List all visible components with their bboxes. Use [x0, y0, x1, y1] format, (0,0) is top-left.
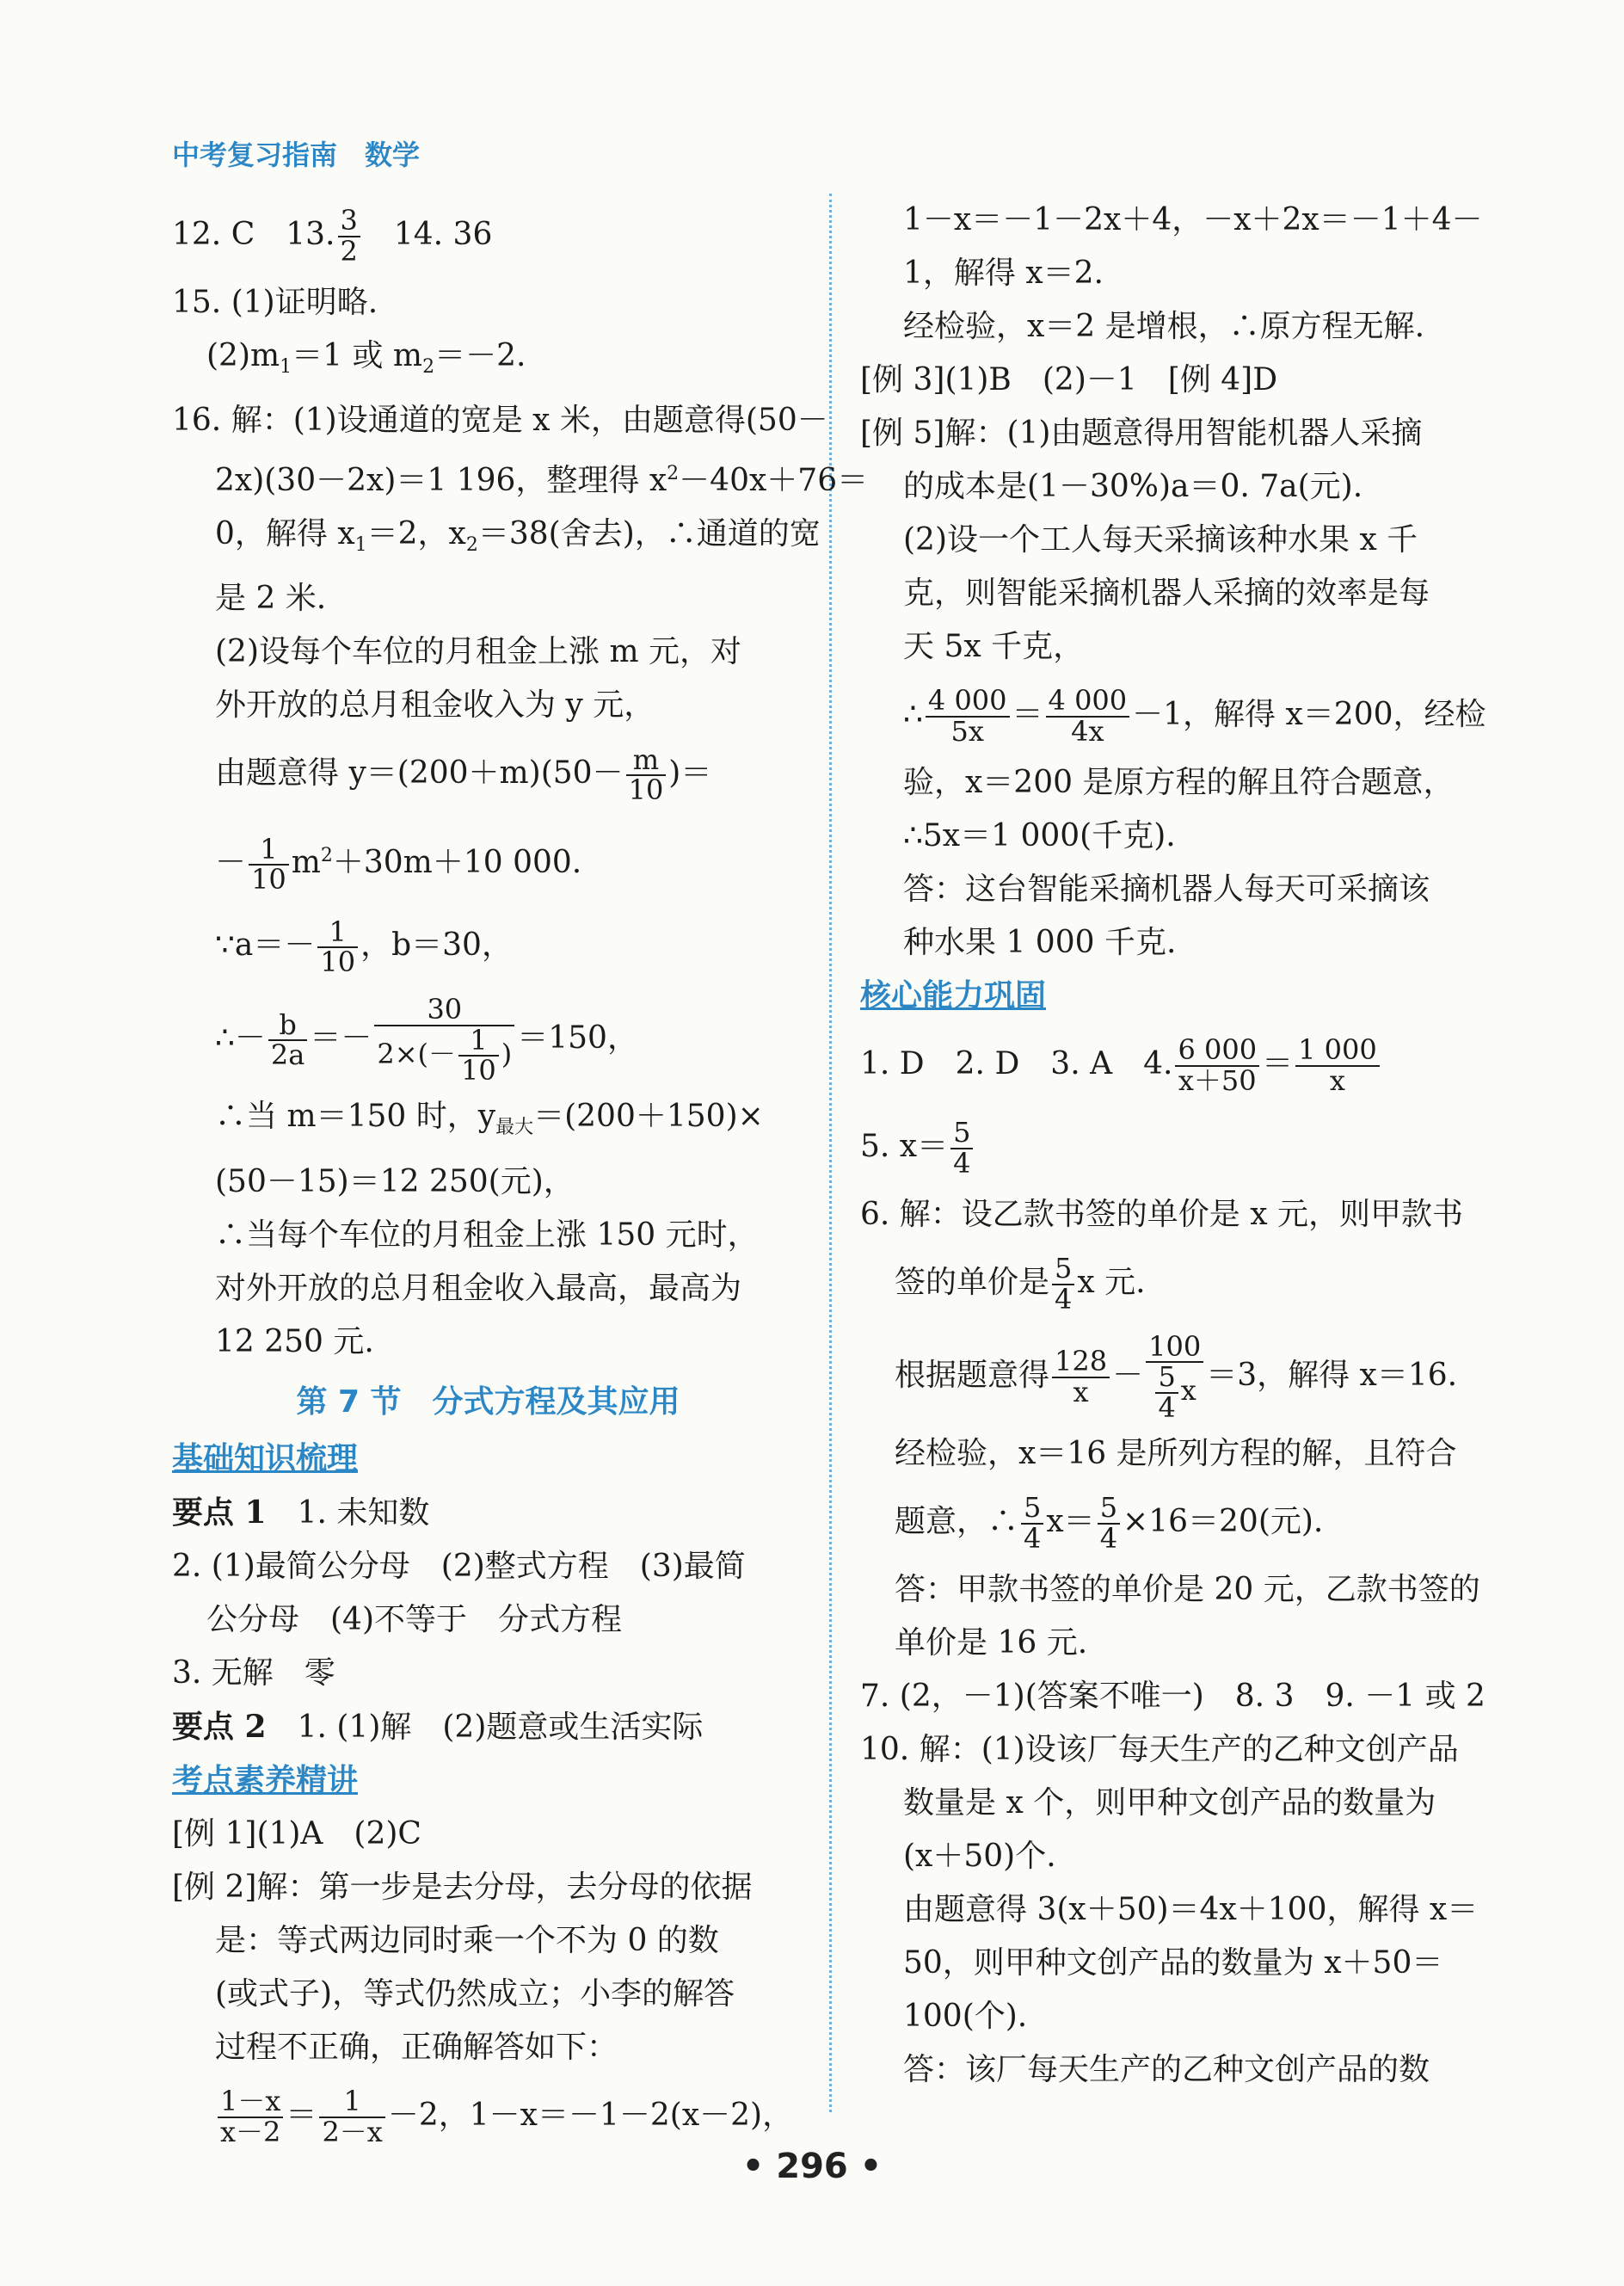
- example-2-line: (或式子)，等式仍然成立；小李的解答: [215, 1975, 735, 2012]
- answer-10-line: 10. 解：(1)设该厂每天生产的乙种文创产品: [860, 1732, 1459, 1767]
- fraction: $\frac{3}{2}$: [338, 206, 360, 266]
- example-5-line: 种水果 1 000 千克.: [903, 925, 1177, 960]
- example-5-line: [例 5]解：(1)由题意得用智能机器人采摘: [860, 416, 1423, 451]
- answer-6-line: 6. 解：设乙款书签的单价是 x 元，则甲款书: [860, 1197, 1463, 1232]
- answer-16-line: 16. 解：(1)设通道的宽是 x 米，由题意得(50－: [172, 403, 828, 439]
- page-header: 中考复习指南 数学: [172, 139, 421, 171]
- fraction: $\frac{1}{10}$: [458, 1026, 499, 1086]
- answer-16-line: ∴当 m＝150 时，$y_{最大}=(200+150)\times$: [215, 1099, 764, 1139]
- answer-6-line: 单价是 16 元.: [895, 1625, 1088, 1661]
- key-point-1: 要点 1 1. 未知数: [172, 1494, 430, 1531]
- example-1: [例 1](1)A (2)C: [172, 1815, 421, 1852]
- fraction: $\frac{b}{2a}$: [268, 1011, 307, 1070]
- example-5-line: (2)设一个工人每天采摘该种水果 x 千: [903, 522, 1418, 558]
- example-2-line: 过程不正确，正确解答如下：: [215, 2029, 618, 2065]
- answer-16-line: (50－15)＝12 250(元)，: [215, 1163, 575, 1199]
- section-title: 第 7 节 分式方程及其应用: [296, 1383, 680, 1420]
- answer-16-line: 是 2 米.: [215, 581, 327, 617]
- answer-10-line: 答：该厂每天生产的乙种文创产品的数: [903, 2052, 1430, 2087]
- answer-6-line: 经检验，x＝16 是所列方程的解，且符合: [895, 1436, 1457, 1471]
- fraction: $\frac{4 000}{5x}$: [926, 687, 1010, 746]
- answer-12-14: 12. C 13. $\frac{3}{2}$ 14. 36: [172, 204, 493, 268]
- subsection-row: [860, 970, 1492, 1023]
- right-column: [860, 194, 1492, 2097]
- fraction: $\frac{5}{4}$: [1052, 1254, 1074, 1314]
- key-point-line: 2. (1)最简公分母 (2)整式方程 (3)最简: [172, 1548, 746, 1584]
- example-2-equation: $\frac{1-x}{x-2}$ ＝ $\frac{1}{2-x}$ －2，1－x＝－1－2(x－2)，: [172, 2074, 804, 2157]
- answer-6-line: 题意，∴ $\frac{5}{4}$ x＝ $\frac{5}{4}$ ×16＝20(元).: [895, 1491, 1324, 1555]
- fraction: 30 2×(－ $\frac{1}{10}$ ): [374, 995, 514, 1086]
- subsection-row: [172, 1433, 804, 1486]
- subsection-row: [172, 1754, 804, 1808]
- page-number: • 296 •: [741, 2147, 883, 2186]
- answer-15: 15. (1)证明略.: [172, 285, 378, 320]
- fraction: $\frac{5}{4}$: [1021, 1494, 1043, 1553]
- answer-16-equation: ∵a＝－ $\frac{1}{10}$ ，b＝30，: [215, 915, 513, 979]
- fraction: $\frac{128}{x}$: [1052, 1347, 1110, 1407]
- fraction: $\frac{1-x}{x-2}$: [218, 2087, 283, 2147]
- answers-7-9: 7. (2，－1)(答案不唯一) 8. 3 9. －1 或 2: [860, 1679, 1486, 1714]
- key-point-line: 3. 无解 零: [172, 1654, 335, 1691]
- answer-16-line: ∴当每个车位的月租金上涨 150 元时，: [215, 1217, 759, 1253]
- example-5-line: 验，x＝200 是原方程的解且符合题意，: [903, 765, 1455, 800]
- fraction: $\frac{1}{10}$: [317, 918, 358, 977]
- answer-6-equation: 根据题意得 $\frac{128}{x}$ － 100 $\frac{5}{4}$ x ＝3，解得 x＝16.: [895, 1329, 1458, 1424]
- example-3-4: [例 3](1)B (2)－1 [例 4]D: [860, 362, 1278, 397]
- fraction: $\frac{5}{4}$: [950, 1118, 973, 1178]
- example-2-continued: 1－x＝－1－2x＋4，－x＋2x＝－1＋4－: [903, 202, 1483, 237]
- left-column: [172, 194, 869, 2157]
- answer-6-line: 答：甲款书签的单价是 20 元，乙款书签的: [895, 1572, 1480, 1607]
- example-5-line: 克，则智能采摘机器人采摘的效率是每: [903, 576, 1430, 611]
- key-point-line: 公分母 (4)不等于 分式方程: [206, 1601, 622, 1637]
- example-2-line: 是：等式两边同时乘一个不为 0 的数: [215, 1922, 719, 1958]
- example-5-line: 的成本是(1－30%)a＝0. 7a(元).: [903, 469, 1363, 504]
- example-5-line: 天 5x 千克，: [903, 629, 1085, 664]
- answer-16-line: 外开放的总月租金收入为 y 元，: [215, 687, 655, 724]
- subsection-title: 核心能力巩固: [860, 978, 1047, 1014]
- answer-10-line: (x＋50)个.: [903, 1839, 1056, 1874]
- answer-16-line: (2)设每个车位的月租金上涨 m 元，对: [215, 634, 742, 670]
- answer-10-line: 100(个).: [903, 1999, 1028, 2034]
- example-5-line: ∴5x＝1 000(千克).: [903, 818, 1176, 853]
- answer-5: 5. x＝ $\frac{5}{4}$: [860, 1106, 1492, 1188]
- example-5-line: 答：这台智能采摘机器人每天可采摘该: [903, 872, 1430, 907]
- example-2-continued: 1，解得 x＝2.: [903, 256, 1104, 291]
- example-2-line: [例 2]解：第一步是去分母，去分母的依据: [172, 1869, 753, 1905]
- answer-16-line: 对外开放的总月租金收入最高，最高为: [215, 1270, 742, 1306]
- answer-10-line: 50，则甲种文创产品的数量为 x＋50＝: [903, 1945, 1443, 1981]
- fraction: $\frac{6 000}{x+50}$: [1175, 1036, 1259, 1095]
- answers-1-4: 1. D 2. D 3. A 4. $\frac{6 000}{x+50}$ ＝ $\frac{1 000}{x}$: [860, 1023, 1492, 1106]
- answer-10-line: 数量是 x 个，则甲种文创产品的数量为: [903, 1785, 1436, 1821]
- fraction: $\frac{4 000}{4x}$: [1046, 687, 1130, 746]
- answer-6-line: 签的单价是 $\frac{5}{4}$ x 元.: [895, 1252, 1146, 1316]
- subsection-title: 基础知识梳理: [172, 1440, 359, 1476]
- key-point-2: 要点 2 1. (1)解 (2)题意或生活实际: [172, 1708, 704, 1745]
- fraction: 100 $\frac{5}{4}$ x: [1146, 1333, 1203, 1423]
- fraction: $\frac{5}{4}$: [1098, 1494, 1120, 1553]
- answer-10-line: 由题意得 3(x＋50)＝4x＋100，解得 x＝: [903, 1892, 1479, 1927]
- subsection-title: 考点素养精讲: [172, 1762, 359, 1798]
- fraction: $\frac{m}{10}$: [626, 746, 667, 805]
- fraction: $\frac{1}{10}$: [249, 835, 289, 895]
- answer-16-equation: － $\frac{1}{10}$ $m^2+30m+10$ 000.: [215, 832, 582, 897]
- fraction: $\frac{1 000}{x}$: [1295, 1036, 1380, 1095]
- answer-16-equation: ∴－ $\frac{b}{2a}$ ＝－ 30 2×(－ $\frac{1}{10}$ ) ＝150，: [215, 992, 638, 1088]
- example-2-continued: 经检验，x＝2 是增根，∴原方程无解.: [903, 309, 1425, 344]
- answer-16-equation: 由题意得 y＝(200＋m)(50－ $\frac{m}{10}$ )＝: [215, 742, 712, 807]
- fraction: $\frac{1}{2-x}$: [319, 2087, 384, 2147]
- answer-16-line: 0，解得 $x_1=2$，$x_2=38$(舍去)，∴通道的宽: [215, 516, 821, 557]
- answer-15-part2: $(2)m_1=1$ 或 $m_2=-2$.: [206, 338, 526, 379]
- answer-16-line: 2x)(30－2x)＝1 196，整理得 $x^2-40x+76=$: [215, 463, 869, 499]
- example-5-equation: ∴ $\frac{4 000}{5x}$ ＝ $\frac{4 000}{4x}$ －1，解得 x＝200，经检: [903, 684, 1486, 748]
- answer-16-line: 12 250 元.: [215, 1323, 374, 1359]
- fraction: $\frac{5}{4}$: [1155, 1363, 1178, 1422]
